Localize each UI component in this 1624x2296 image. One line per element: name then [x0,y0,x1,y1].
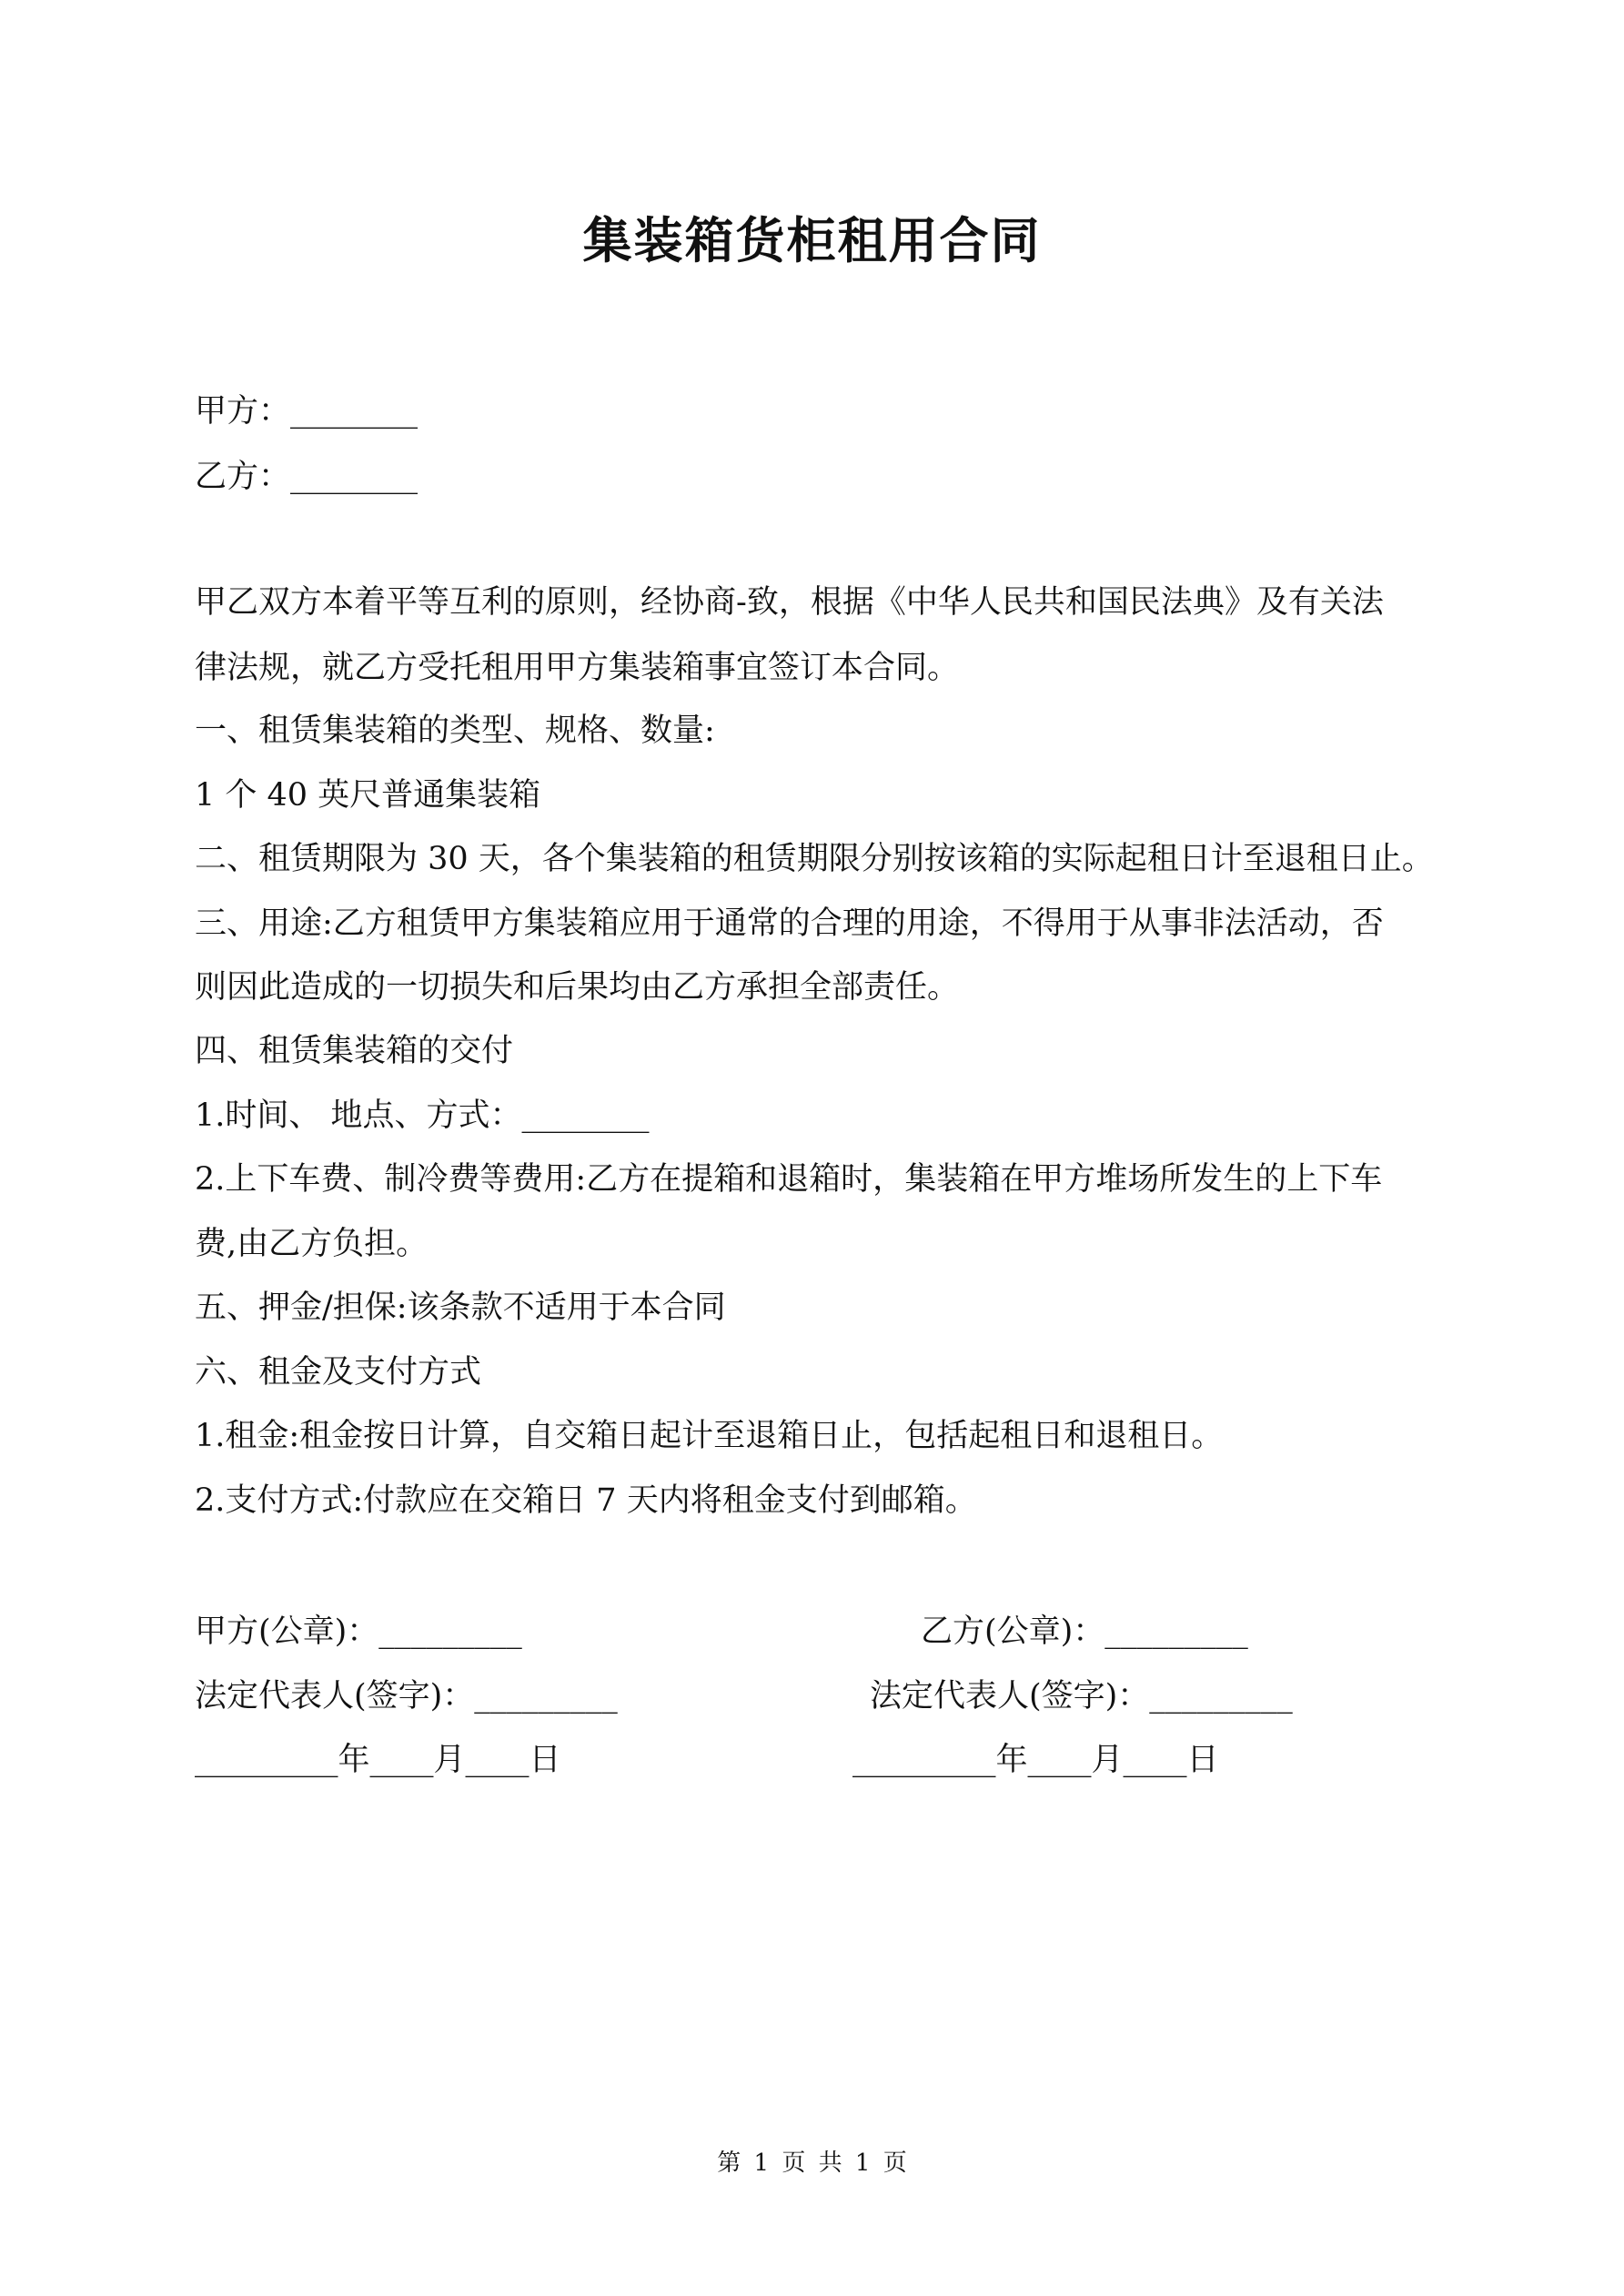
party-a-date-line: _________年____月____日 [195,1742,561,1778]
party-a-representative-line: 法定代表人(签字)：_________ [195,1678,618,1714]
intro-line-2: 律法规，就乙方受托租用甲方集装箱事宜签订本合同。 [195,650,960,686]
clause-6-item-2: 2.支付方式:付款应在交箱日 7 天内将租金支付到邮箱。 [195,1482,977,1519]
party-b-representative-line: 法定代表人(签字)：_________ [870,1678,1293,1714]
clause-heading-6: 六、租金及支付方式 [195,1354,482,1391]
party-b-date-line: _________年____月____日 [852,1742,1219,1778]
clause-heading-5: 五、押金/担保:该条款不适用于本合同 [195,1290,726,1326]
intro-line-1: 甲乙双方本着平等互利的原则，经协商-致，根据《中华人民共和国民法典》及有关法 [195,584,1384,621]
clause-6-item-1: 1.租金:租金按日计算，自交箱日起计至退箱日止，包括起租日和退租日。 [195,1418,1224,1454]
party-a-seal-line: 甲方(公章)：_________ [195,1613,522,1650]
party-b-seal-line: 乙方(公章)：_________ [921,1613,1248,1650]
clause-1-detail: 1 个 40 英尺普通集装箱 [195,777,541,814]
party-b-line: 乙方：________ [195,459,419,495]
clause-heading-1: 一、租赁集装箱的类型、规格、数量: [195,713,715,749]
page-footer: 第 1 页 共 1 页 [717,2149,907,2177]
clause-4-item-2-continued: 费,由乙方负担。 [195,1226,429,1262]
clause-heading-2: 二、租赁期限为 30 天，各个集装箱的租赁期限分别按该箱的实际起租日计至退租日止。 [195,841,1434,877]
party-a-line: 甲方：________ [195,393,419,430]
clause-heading-3: 三、用途:乙方租赁甲方集装箱应用于通常的合理的用途，不得用于从事非法活动，否 [195,905,1384,942]
clause-4-item-2: 2.上下车费、制冷费等费用:乙方在提箱和退箱时，集装箱在甲方堆场所发生的上下车 [195,1161,1383,1198]
clause-4-item-1: 1.时间、 地点、方式：________ [195,1097,650,1134]
document-title: 集装箱货柜租用合同 [582,212,1042,269]
clause-3-continued: 则因此造成的一切损失和后果均由乙方承担全部责任。 [195,969,960,1006]
clause-heading-4: 四、租赁集装箱的交付 [195,1033,514,1069]
